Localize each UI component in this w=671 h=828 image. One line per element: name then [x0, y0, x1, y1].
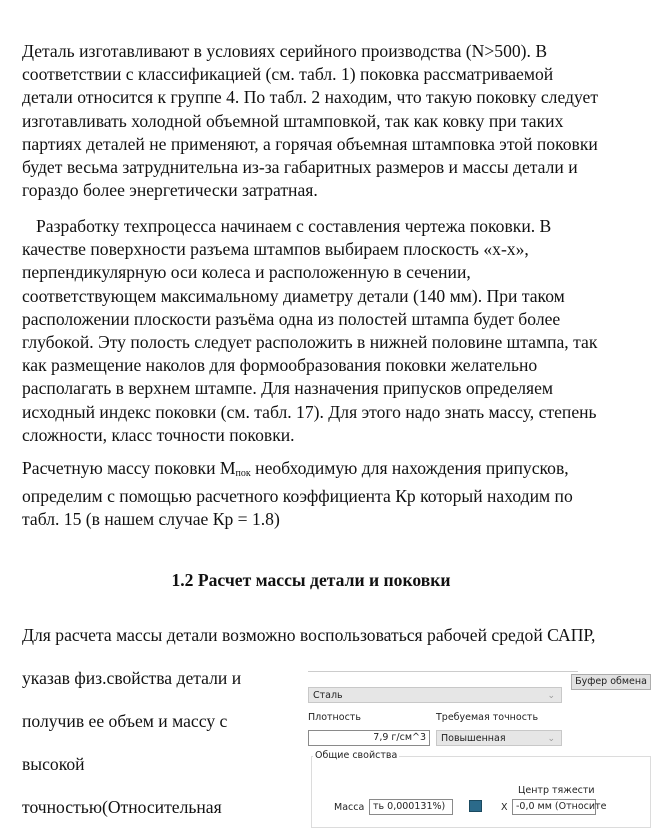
text-line: точностью(Относительная — [22, 797, 222, 817]
text-line: соответствующем максимальному диаметру детали (140 мм). При таком — [22, 285, 565, 306]
text-line: получив ее объем и массу с — [22, 711, 228, 731]
calculator-icon[interactable] — [469, 800, 482, 812]
text-line: партиях деталей не применяют, а горячая объемная штамповка этой поковки — [22, 133, 598, 154]
accuracy-value: Повышенная — [441, 733, 506, 744]
text-line: соответствии с классификацией (см. табл. 1) поковка рассматриваемой — [22, 64, 554, 85]
text-line: табл. 15 (в нашем случае Кр = 1.8) — [22, 509, 280, 530]
material-value: Сталь — [313, 690, 343, 701]
text-line: Деталь изготавливают в условиях серийного производства (N>500). В — [22, 41, 548, 61]
chevron-down-icon: ⌄ — [547, 691, 555, 701]
density-input[interactable]: 7,9 г/см^3 — [308, 730, 430, 746]
center-of-mass-label: Центр тяжести — [518, 785, 595, 796]
paragraph-3 — [22, 457, 573, 532]
paragraph-2 — [22, 215, 597, 447]
text-line — [22, 457, 573, 485]
accuracy-select[interactable] — [436, 730, 562, 746]
text-line: гораздо более энергетически затратная. — [22, 180, 318, 201]
text: необходимую для нахождения припусков, — [250, 458, 569, 478]
intro-line: Для расчета массы детали возможно воспользоваться рабочей средой САПР, — [22, 625, 596, 645]
clipboard-button[interactable]: Буфер обмена — [571, 674, 651, 690]
mass-label: Масса — [334, 802, 365, 813]
text-line: как размещение наколов для формообразования поковки желательно — [22, 355, 538, 376]
text-line: Разработку техпроцесса начинаем с составления чертежа поковки. В — [36, 216, 552, 236]
density-label: Плотность — [308, 712, 361, 723]
text-line: сложности, класс точности поковки. — [22, 424, 295, 445]
section-heading: 1.2 Расчет массы детали и поковки — [171, 570, 451, 590]
text-line: качестве поверхности разъема штампов выбираем плоскость «х-х», — [22, 239, 529, 260]
text-line: исходный индекс поковки (см. табл. 17). Для этого надо знать массу, степень — [22, 401, 597, 422]
text-line: указав физ.свойства детали и — [22, 668, 242, 688]
text-line: глубокой. Эту полость следует расположить в нижней половине штампа, так — [22, 332, 598, 353]
text-line: определим с помощью расчетного коэффициента Кр который находим по — [22, 486, 573, 507]
mass-input[interactable]: ть 0,000131%) — [369, 799, 453, 815]
paragraph-1 — [22, 40, 598, 202]
mass-properties-dialog-screenshot — [303, 665, 671, 813]
accuracy-label: Требуемая точность — [436, 712, 539, 723]
text-line: детали относится к группе 4. По табл. 2 находим, что такую поковку следует — [22, 87, 599, 108]
material-select[interactable] — [308, 687, 562, 703]
text: Расчетную массу поковки М — [22, 458, 236, 478]
text-line: расположении плоскости разъёма одна из полостей штампа будет более — [22, 308, 561, 329]
text-line: будет весьма затруднительна из-за габаритных размеров и массы детали и — [22, 157, 578, 178]
chevron-down-icon: ⌄ — [547, 734, 555, 744]
text-line: перпендикулярную оси колеса и расположенную в сечении, — [22, 262, 471, 283]
text-line: изготавливать холодной объемной штамповкой, так как ковку при таких — [22, 110, 564, 131]
general-properties-group — [311, 756, 651, 828]
x-label: X — [501, 802, 508, 813]
text-line: высокой — [22, 754, 85, 774]
subscript: пок — [235, 468, 251, 479]
text-line: располагать в верхнем штампе. Для назначения припусков определяем — [22, 378, 554, 399]
center-x-input[interactable]: -0,0 мм (Относите — [512, 799, 596, 815]
clipped-material-label — [308, 665, 578, 672]
general-properties-label: Общие свойства — [315, 750, 398, 761]
